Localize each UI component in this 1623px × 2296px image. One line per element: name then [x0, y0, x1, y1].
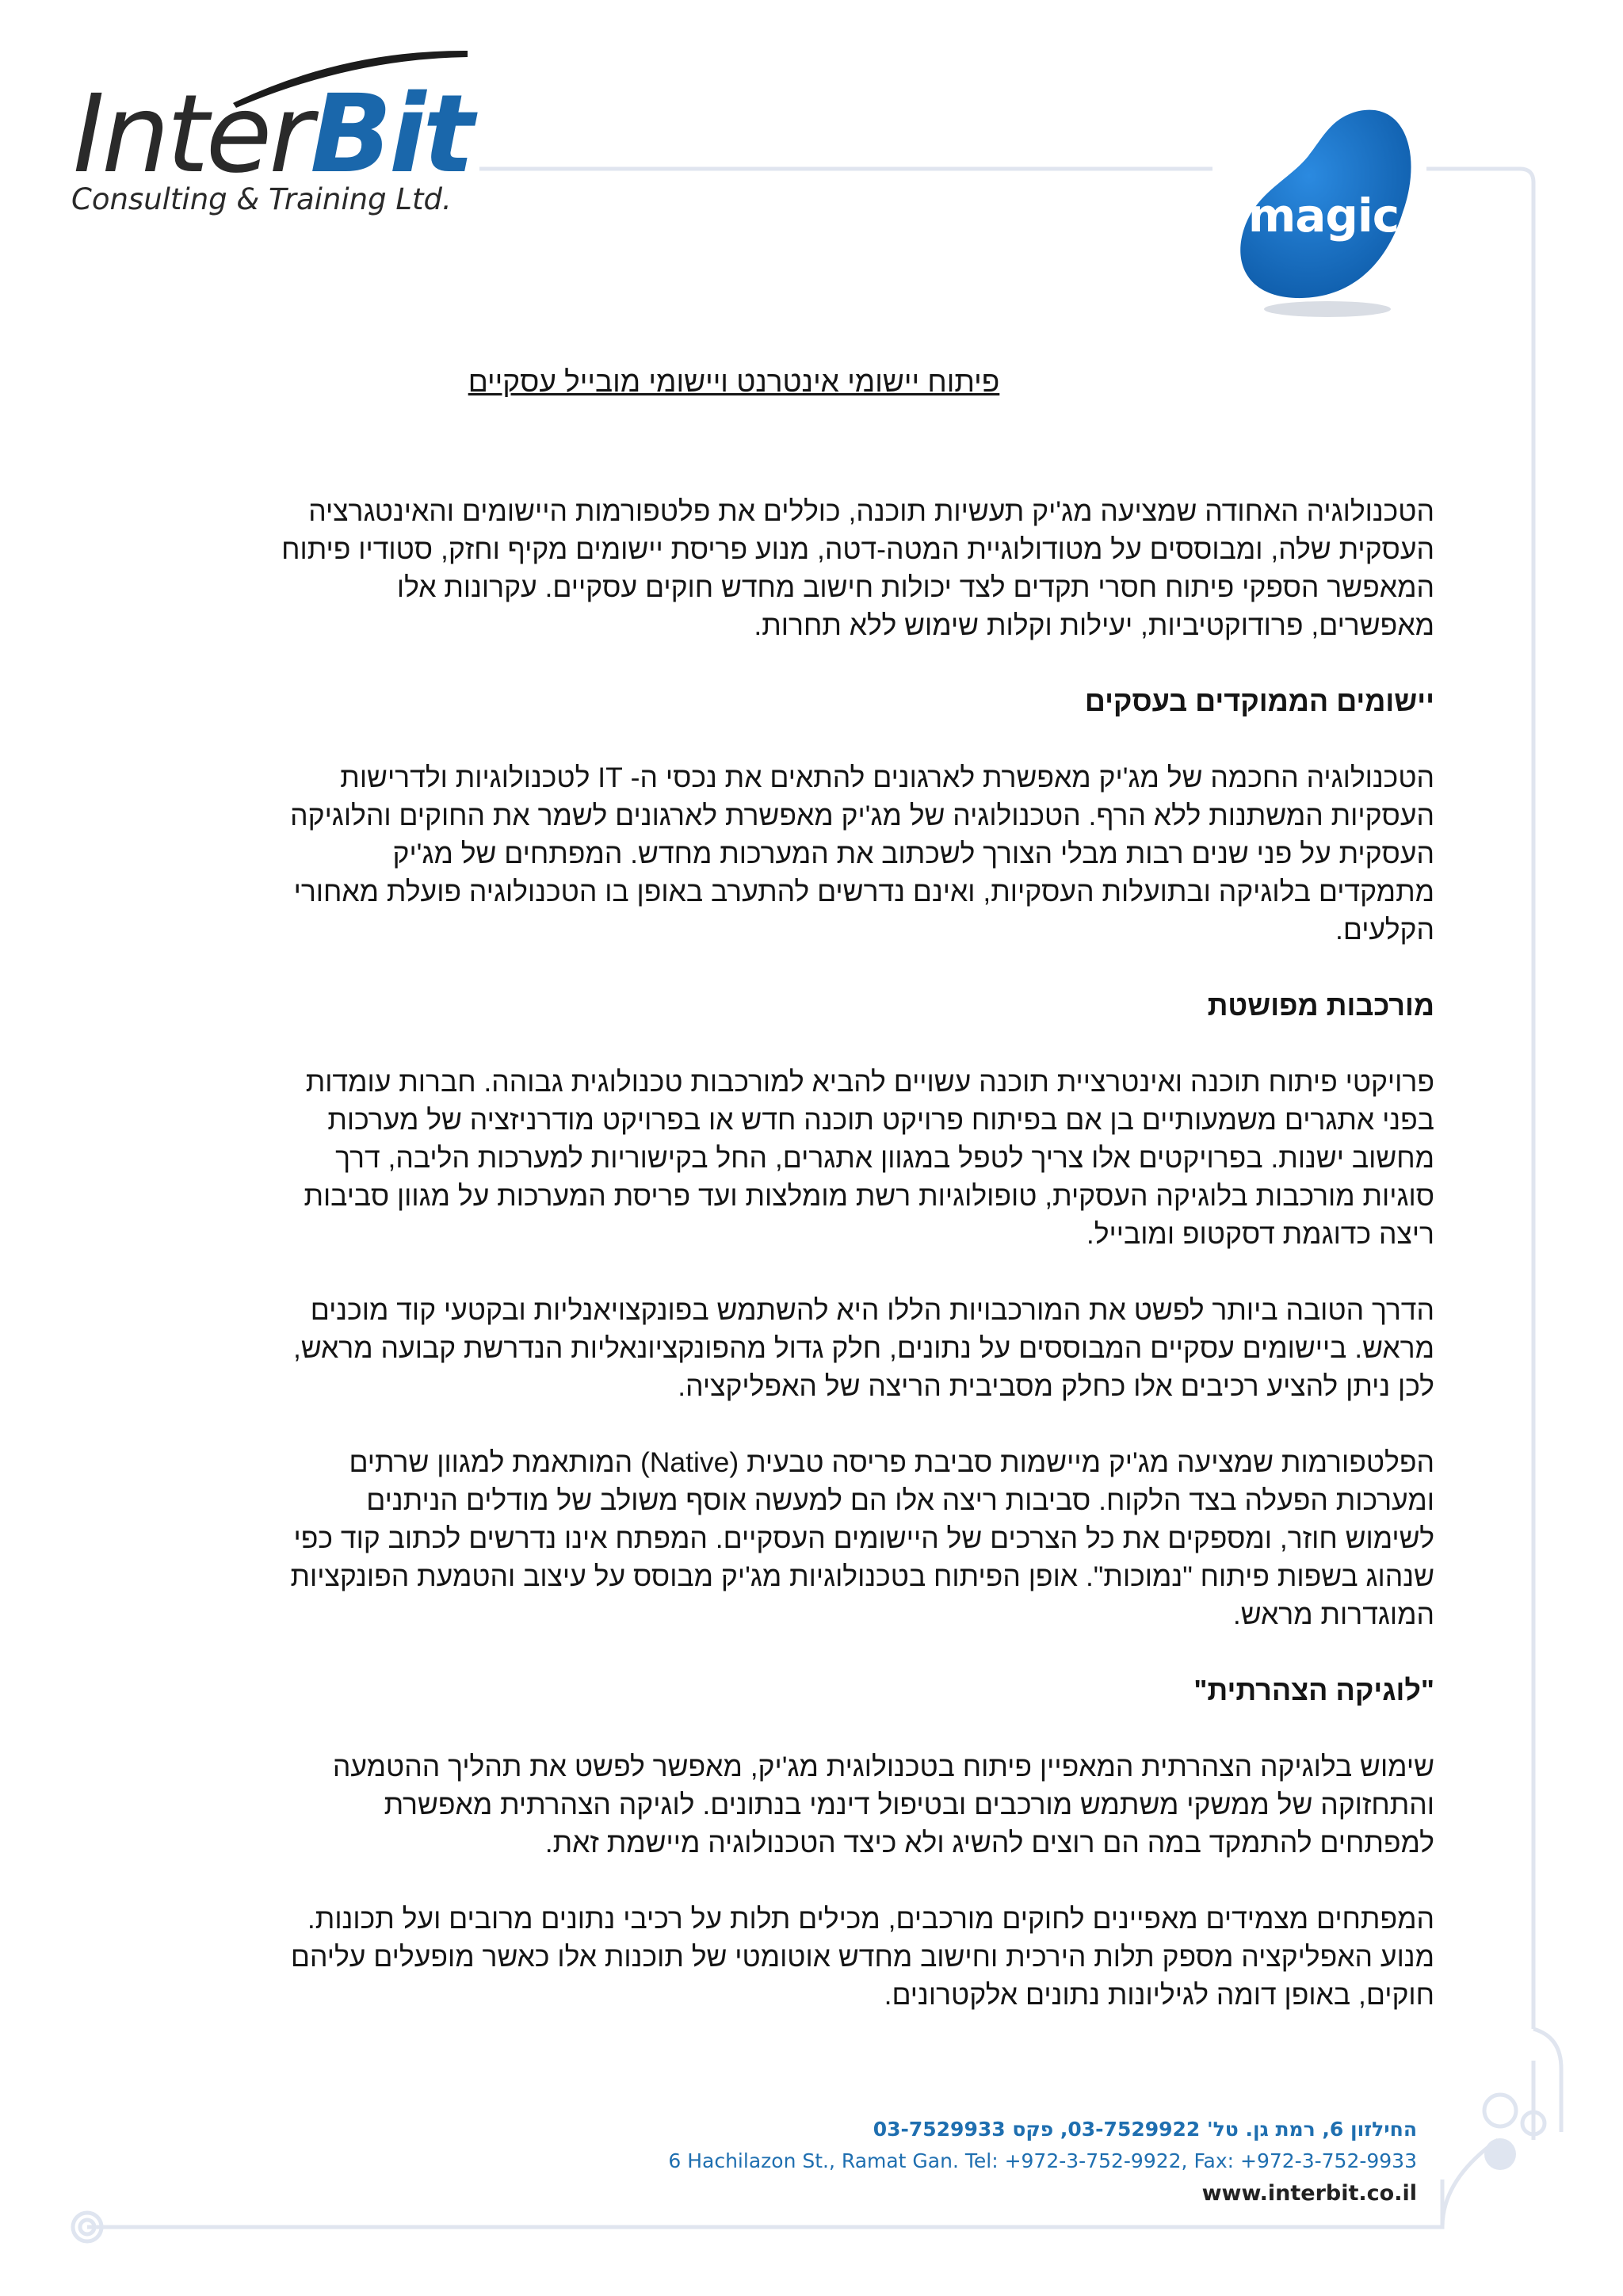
complexity-paragraph-1	[184, 1063, 1434, 1253]
text-line: המפתחים מצמידים מאפיינים לחוקים מורכבים, מכילים תלות על רכיבי נתונים מרובים ועל תכונות.	[307, 1903, 1434, 1935]
text-line: העסקיות המשתנות ללא הרף. הטכנולוגיה של מג'יק מאפשרת לארגונים לשמר את החוקים והלוגיקה	[290, 800, 1434, 831]
section-heading-simplified-complexity: מורכבות מפושטת	[1207, 989, 1434, 1022]
intro-paragraph	[184, 492, 1434, 644]
text-line: לכן ניתן להציע רכיבים אלו כחלק מסביבית הריצה של האפליקציה.	[678, 1370, 1434, 1402]
logo-wordmark-bit: Bit	[310, 72, 472, 197]
text-line: מתמקדים בלוגיקה ובתועלות העסקיות, ואינם נדרשים להתערב באופן בו הטכנולוגיה פועלת מאחורי	[293, 876, 1434, 907]
magic-wordmark: magic	[1247, 189, 1400, 243]
text-line: המוגדרות מראש.	[1232, 1599, 1434, 1630]
text-line: ומערכות הפעלה בצד הלקוח. סביבות ריצה אלו הם למעשה אוסף משולב של מודלים הניתנים	[366, 1484, 1434, 1516]
text-line: מנוע האפליקציה מספק תלות הירכית וחישוב מחדש אוטומטי של תוכנות אלו כאשר מופעלים עליהם	[290, 1941, 1434, 1973]
logo-tagline: Consulting & Training Ltd.	[71, 182, 452, 216]
section-heading-declarative-logic: "לוגיקה הצהרתית"	[1193, 1674, 1434, 1706]
text-line: למפתחים להתמקד במה הם רוצים להשיג ולא כיצד הטכנולוגיה מיישמת זאת.	[544, 1827, 1434, 1859]
text-line: מחשוב ישנות. בפרויקטים אלו צריך לטפל במגוון אתגרים, החל בקישוריות למערכות הליבה, דרך	[335, 1142, 1434, 1174]
text-line: בפני אתגרים משמעותיים בן אם בפיתוח פרויקט תוכנה חדש או בפרויקט מודרניזציה של מערכות	[327, 1104, 1434, 1136]
text-line: שנהוג בשפות פיתוח "נמוכות". אופן הפיתוח בטכנולוגיות מג'יק מבוסס על עיצוב והטמעת הפונקציות	[290, 1561, 1434, 1592]
text-line: מאפשרים, פרודוקטיביות, יעילות וקלות שימוש ללא תחרות.	[754, 609, 1434, 641]
text-line: העסקית על פני שנים רבות מבלי הצורך לשכתוב את המערכות מחדש. המפתחים של מג'יק	[392, 838, 1434, 869]
text-line: מראש. ביישומים עסקיים המבוססים על נתונים, חלק גדול מהפונקציונאליות הנדרשת קבועה מראש,	[292, 1332, 1434, 1364]
interbit-logo	[67, 46, 471, 228]
section-heading-business-apps: יישומים הממוקדים בעסקים	[1084, 685, 1434, 717]
logo-wordmark	[73, 72, 472, 197]
text-line: סוגיות מורכבות בלוגיקה העסקית, טופולוגיות רשת מומלצות ועד פריסת המערכות על מגוון סביבות	[304, 1180, 1434, 1212]
footer-website-link[interactable]: www.interbit.co.il	[1201, 2181, 1417, 2206]
document-body	[184, 361, 1434, 2014]
complexity-paragraph-2	[184, 1291, 1434, 1405]
text-line: פרויקטי פיתוח תוכנה ואינטרציית תוכנה עשויים להביא למורכבות טכנולוגית גבוהה. חברות עומדות	[305, 1066, 1434, 1098]
text-line: ריצה כדוגמת דסקטופ ומובייל.	[1086, 1218, 1434, 1250]
declarative-paragraph-2	[184, 1900, 1434, 2014]
page-footer	[602, 2118, 1417, 2213]
text-line: הטכנולוגיה החכמה של מג'יק מאפשרת לארגונים להתאים את נכסי ה- IT לטכנולוגיות ולדרישות	[340, 762, 1434, 793]
text-line: העסקית שלה, ומבוססים על מטודולוגיית המטה-דטה, מנוע פריסת יישומים מקיף וחזק, סטודיו פיתוח	[281, 533, 1434, 565]
declarative-paragraph-1	[184, 1748, 1434, 1862]
footer-address-hebrew: החילזון 6, רמת גן. טל' 03-7529922, פקס 03-7529933	[873, 2118, 1417, 2141]
text-line: הדרך הטובה ביותר לפשט את המורכבויות הללו היא להשתמש בפונקצויאנליות ובקטעי קוד מוכנים	[310, 1294, 1434, 1326]
text-line: הפלטפורמות שמציעה מג'יק מיישמות סביבת פריסה טבעית (Native) המותאמת למגוון שרתים	[349, 1446, 1434, 1478]
complexity-paragraph-3	[184, 1443, 1434, 1633]
footer-address-english: 6 Hachilazon St., Ramat Gan. Tel: +972-3-752-9922, Fax: +972-3-752-9933	[668, 2149, 1417, 2172]
text-line: חוקים, באופן דומה לגיליונות נתונים אלקטרונים.	[884, 1979, 1434, 2011]
text-line: לשימוש חוזר, ומספקים את כל הצרכים של היישומים העסקיים. המפתח אינו נדרשים לכתוב קוד כפי	[293, 1522, 1434, 1554]
magic-logo	[1224, 101, 1423, 325]
text-line: המאפשר הספקי פיתוח חסרי תקדים לצד יכולות חישוב מחדש חוקים עסקיים. עקרונות אלו	[396, 571, 1434, 603]
text-line: והתחזוקה של ממשקי משתמש מורכבים ובטיפול דינמי בנתונים. לוגיקה הצהרתית מאפשרת	[384, 1789, 1434, 1820]
text-line: הטכנולוגיה האחודה שמציעה מג'יק תעשיות תוכנה, כוללים את פלטפורמות היישומים והאינטגרציה	[308, 495, 1434, 527]
text-line: שימוש בלוגיקה הצהרתית המאפיין פיתוח בטכנולוגית מג'יק, מאפשר לפשט את תהליך ההטמעה	[332, 1751, 1434, 1782]
business-apps-paragraph	[184, 758, 1434, 949]
logo-wordmark-inter: Inter	[73, 72, 311, 197]
document-title: פיתוח יישומי אינטרנט ויישומי מובייל עסקיים	[468, 365, 1000, 398]
text-line: הקלעים.	[1335, 914, 1434, 946]
